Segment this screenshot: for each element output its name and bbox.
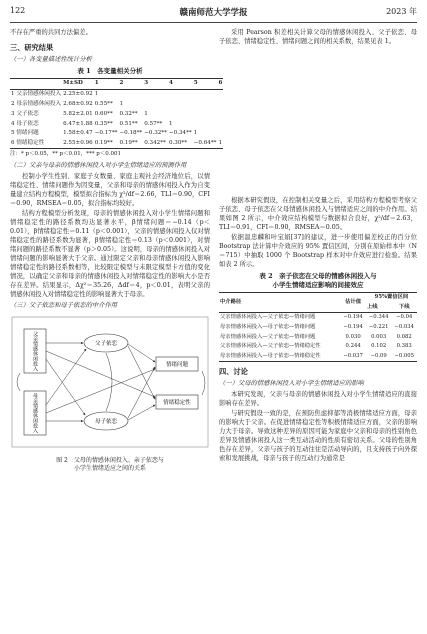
right-column bbox=[219, 28, 417, 464]
table-row bbox=[219, 332, 417, 342]
table-row bbox=[10, 119, 223, 129]
table-cell: 6.47±1.88 bbox=[63, 120, 93, 127]
table-cell: 0.55** bbox=[94, 100, 113, 107]
table-2-caption bbox=[219, 272, 417, 290]
page-header bbox=[10, 6, 417, 20]
table-1-header: 2 bbox=[119, 80, 124, 87]
figure-caption-line: 小学生情绪适应之间的关系 bbox=[73, 465, 146, 473]
table-cell: 母亲情感休闲投入—父子依恋—情绪问题 bbox=[220, 333, 316, 340]
table-cell: 0.32** bbox=[119, 110, 138, 117]
mother-attachment-label: 母子依恋 bbox=[94, 419, 118, 426]
table-row bbox=[10, 129, 223, 139]
page-number: 122 bbox=[10, 6, 26, 15]
figure-2-path-diagram bbox=[10, 315, 210, 449]
table-cell: 2.55±0.96 bbox=[63, 140, 93, 147]
table-row bbox=[219, 342, 417, 352]
paragraph: 采用 Pearson 积差相关计算父母的情感休闲投入、父子依恋、母子依恋、情绪稳定性、情绪问题之间的相关系数，结果见表 1。 bbox=[219, 29, 417, 45]
figure-caption-line: 图 2 父母的情感休闲投入、亲子依恋与 bbox=[56, 457, 164, 465]
table-row bbox=[10, 100, 223, 110]
table-cell: 1 bbox=[144, 110, 148, 117]
table-caption-line: 表 2 亲子依恋在父母的情感休闲投入与 bbox=[259, 272, 377, 280]
table-row bbox=[219, 313, 417, 323]
table-1-note: 注：* p＜0.05，** p＜0.01，*** p＜0.001 bbox=[10, 151, 122, 158]
table-1 bbox=[10, 78, 223, 149]
table-cell: 0.244 bbox=[345, 343, 361, 350]
table-cell: 3 父子依恋 bbox=[11, 110, 39, 117]
table-row bbox=[10, 89, 223, 99]
table-cell: −0.194 bbox=[343, 314, 363, 321]
opening-text: 不存在严重的共同方法偏差。 bbox=[10, 29, 92, 36]
table-2-subheader: 上线 bbox=[366, 303, 378, 310]
table-cell: −0.034 bbox=[394, 324, 415, 331]
table-cell: 0.60** bbox=[94, 110, 113, 117]
table-cell: 1 bbox=[168, 120, 173, 127]
table-cell: 父亲情感休闲投入—父子依恋—情绪问题 bbox=[220, 314, 316, 321]
table-cell: −0.344 bbox=[368, 314, 389, 321]
emotional-stability-label: 情绪稳定性 bbox=[163, 400, 191, 407]
table-cell bbox=[118, 89, 143, 99]
table-1-header: 6 bbox=[218, 80, 223, 87]
table-cell: 2 母亲情感休闲投入 bbox=[11, 100, 62, 107]
header-rule bbox=[10, 22, 417, 23]
paragraph: 依据温忠麟和叶宝娟[37]的建议，进一步使用偏差校正的百分位 Bootstrap 法计算中介效应的 95% 置信区间，分别在原始样本中（N＝715）中抽取 1000 个 Bootstrap 样本对中介效应进行检验。结果如表 2 所示。 bbox=[219, 234, 417, 268]
table-cell: −0.34** bbox=[168, 130, 192, 137]
table-cell bbox=[193, 119, 218, 129]
table-cell bbox=[143, 100, 168, 110]
table-cell bbox=[143, 89, 168, 99]
subsection-2-heading: （二）父亲与母亲的情感休闲投入对小学生情绪适应的预测作用 bbox=[10, 162, 187, 170]
paragraph: 与研究假设一致的是，在预防焦虑抑郁等消极情绪适应方面，母亲的影响大于父亲。在促进情绪稳定性等积极情绪适应方面，父亲的影响力大于母亲。导致这种差异的原因可能为家庭中父亲和母亲的性别角色差异及情感休闲投入这一类互动活动的性质有密切关系。父母的性别角色存在差异，父亲与孩子的互动往往是活动导向的，且支持孩子向外探索和发展挑战，母亲与孩子的互动行为通常是 bbox=[219, 410, 417, 463]
table-caption-line: 小学生情绪适应影响的间接效应 bbox=[272, 281, 364, 289]
table-cell: 5.82±2.01 bbox=[63, 110, 93, 117]
table-2-header: 估计值 bbox=[345, 299, 362, 306]
table-cell: 0.35** bbox=[94, 120, 113, 127]
paragraph: 结构方程模型分析发现，母亲的情感休闲投入对小学生情绪问题和情绪稳定性的路径系数均达显著水平，β情绪问题＝−0.14（p＜0.01），β情绪稳定性＝0.11（p＜0.001），父亲的情感休闲投入仅对情绪稳定性的路径系数为显著，β情绪稳定性＝0.13（p＜0.001），对情绪问题的路径系数不显著（p＞0.05）。这说明，母亲的情感休闲投入对情绪问题的影响显著大于父亲。通过限定父亲和母亲情感休闲投入影响情绪稳定性的路径系数相等，比较限定模型与未限定模型卡方值的变化情况，以确定父亲和母亲的情感休闲投入对情绪稳定性的影响大小是否存在差异。结果显示，Δχ²＝35.26，Δdf＝4，p＜0.01，表明父亲的情感休闲投入对情绪稳定性的影响显著大于母亲。 bbox=[10, 210, 210, 299]
discussion-subsection-1: （一）父母的情感休闲投入对小学生情绪适应的影响 bbox=[219, 380, 364, 388]
table-1-header: 3 bbox=[144, 80, 149, 87]
table-cell: −0.04 bbox=[396, 314, 413, 321]
table-cell: 1 bbox=[94, 91, 99, 98]
table-1-header bbox=[10, 79, 62, 90]
table-cell: −0.64** bbox=[193, 140, 217, 147]
table-1-header: 1 bbox=[94, 80, 99, 87]
table-cell: 1.58±0.47 bbox=[63, 130, 93, 137]
table-2-header: 中介路径 bbox=[220, 299, 242, 306]
table-cell: 5 情绪问题 bbox=[11, 130, 39, 137]
figure-2-caption bbox=[10, 457, 210, 473]
table-1-header: 5 bbox=[193, 80, 198, 87]
table-cell: 1 bbox=[193, 130, 198, 137]
father-investment-label: 父亲情感休闲投入 bbox=[32, 331, 38, 372]
table-cell bbox=[168, 109, 193, 119]
table-cell: 2.68±0.92 bbox=[63, 100, 93, 107]
journal-title: 赣南师范大学学报 bbox=[179, 8, 248, 18]
table-row bbox=[219, 352, 417, 362]
table-cell: 0.082 bbox=[396, 333, 412, 340]
table-cell: −0.32** bbox=[144, 130, 167, 137]
emotional-problems-label: 情绪问题 bbox=[165, 362, 189, 369]
table-cell bbox=[193, 100, 218, 110]
table-cell bbox=[168, 100, 193, 110]
table-cell: −0.09 bbox=[370, 352, 387, 359]
table-cell: 母亲情感休闲投入—母子依恋—情绪问题 bbox=[220, 324, 316, 331]
mother-investment-label: 母亲情感休闲投入 bbox=[32, 393, 38, 434]
table-cell: 0.57** bbox=[144, 120, 163, 127]
table-cell: −0.005 bbox=[394, 352, 415, 359]
table-1-header: M±SD bbox=[63, 80, 83, 87]
table-row bbox=[219, 323, 417, 333]
table-cell: 2.25±0.92 bbox=[63, 91, 93, 98]
paragraph: 本研究发现，父亲与母亲的情感休闲投入对小学生情绪适应的直接影响存在差异。 bbox=[219, 391, 417, 408]
table-cell: 1 父亲情感休闲投入 bbox=[11, 91, 62, 98]
table-2 bbox=[219, 292, 417, 362]
section-4-heading: 四、讨论 bbox=[219, 367, 248, 377]
paragraph: 控制小学生性别、家庭子女数量、家庭主观社会经济地位后，以情绪稳定性、情绪问题作为因变量，父亲和母亲的情感休闲投入作为自变量建立结构方程模型，模型拟合指标为 χ²/df＝2.66，TLI＝0.90，CFI＝0.90，RMSEA＝0.05，拟合指标均较好。 bbox=[10, 173, 210, 208]
table-cell: 1 bbox=[218, 140, 223, 147]
table-cell: 0.19** bbox=[94, 140, 113, 147]
table-row bbox=[10, 109, 223, 119]
year-issue: 2023 年 bbox=[386, 7, 417, 16]
table-cell: 6 情绪稳定性 bbox=[11, 140, 45, 147]
table-2-subheader: 下线 bbox=[398, 303, 410, 310]
left-column bbox=[10, 28, 223, 473]
table-1-caption: 表 1 各变量相关分析 bbox=[77, 67, 143, 75]
table-cell: 1 bbox=[119, 100, 124, 107]
table-cell bbox=[193, 109, 218, 119]
table-cell bbox=[168, 89, 193, 99]
table-cell bbox=[193, 89, 218, 99]
table-cell: 0.383 bbox=[396, 343, 412, 350]
subsection-1-heading: （一）各变量描述性统计分析 bbox=[10, 56, 92, 63]
table-cell: 0.342** bbox=[144, 140, 166, 147]
table-cell: −0.18** bbox=[119, 130, 143, 137]
table-cell: 0.030 bbox=[345, 333, 361, 340]
table-cell: 0.51** bbox=[119, 120, 138, 127]
father-attachment-label: 父子依恋 bbox=[94, 341, 118, 348]
table-1-header: 4 bbox=[168, 80, 173, 87]
table-cell: −0.194 bbox=[343, 324, 363, 331]
table-cell: −0.037 bbox=[343, 352, 363, 359]
table-cell: 0.102 bbox=[371, 343, 387, 350]
table-cell: 0.19** bbox=[119, 140, 138, 147]
table-cell: −0.17** bbox=[94, 130, 118, 137]
table-cell: 0.003 bbox=[371, 333, 387, 340]
table-cell: 0.30** bbox=[168, 140, 188, 147]
table-row bbox=[10, 139, 223, 149]
table-cell: −0.221 bbox=[368, 324, 389, 331]
subsection-3-heading: （三）父子依恋和母子依恋的中介作用 bbox=[10, 302, 118, 310]
table-cell: 4 母子依恋 bbox=[11, 120, 39, 127]
table-cell: 母亲情感休闲投入—母子依恋—情绪稳定性 bbox=[220, 352, 321, 359]
table-2-header: 95%置信区间 bbox=[374, 294, 409, 301]
section-3-heading: 三、研究结果 bbox=[10, 43, 54, 52]
table-cell: 父亲情感休闲投入—父子依恋—情绪稳定性 bbox=[220, 343, 321, 350]
paragraph: 根据本研究假设，在控制相关变量之后，采用结构方程模型考察父子依恋、母子依恋在父母情感休闲投入与情绪适应之间的中介作用。结果如图 2 所示，中介效应结构模型与数据拟合良好，χ²/df＝2.63，TLI＝0.91，CFI＝0.90，RMSEA＝0.05。 bbox=[219, 197, 417, 231]
